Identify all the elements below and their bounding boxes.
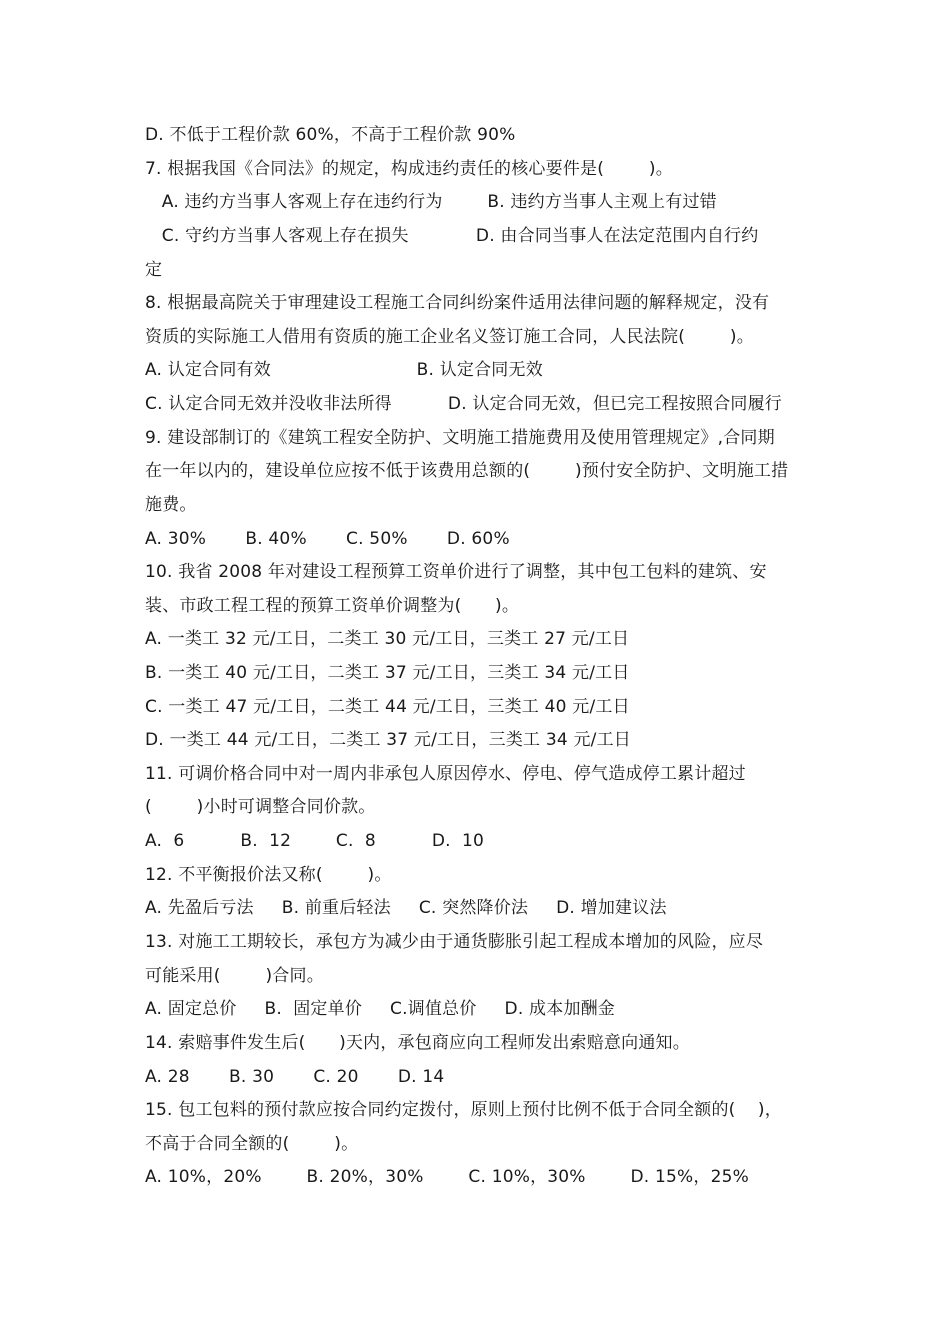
question-8: 8. 根据最高院关于审理建设工程施工合同纠纷案件适用法律问题的解释规定，没有	[145, 293, 770, 313]
question-13-options: A. 固定总价 B. 固定单价 C.调值总价 D. 成本加酬金	[145, 999, 616, 1019]
question-10-option-d: D. 一类工 44 元/工日，二类工 37 元/工日，三类工 34 元/工日	[145, 730, 631, 750]
question-13-cont: 可能采用( )合同。	[145, 966, 324, 986]
question-12: 12. 不平衡报价法又称( )。	[145, 865, 392, 885]
question-7: 7. 根据我国《合同法》的规定，构成违约责任的核心要件是( )。	[145, 159, 673, 179]
question-14: 14. 索赔事件发生后( )天内，承包商应向工程师发出索赔意向通知。	[145, 1033, 690, 1053]
question-7-options-ab: A. 违约方当事人客观上存在违约行为 B. 违约方当事人主观上有过错	[145, 192, 717, 212]
question-15-options: A. 10%，20% B. 20%，30% C. 10%，30% D. 15%，25%	[145, 1167, 749, 1187]
text-line: 定	[145, 260, 163, 280]
question-11-options: A. 6 B. 12 C. 8 D. 10	[145, 831, 485, 851]
question-15: 15. 包工包料的预付款应按合同约定拨付，原则上预付比例不低于合同全额的( )，	[145, 1100, 782, 1120]
question-10-option-a: A. 一类工 32 元/工日，二类工 30 元/工日，三类工 27 元/工日	[145, 629, 630, 649]
question-10-option-c: C. 一类工 47 元/工日，二类工 44 元/工日，三类工 40 元/工日	[145, 697, 630, 717]
question-10: 10. 我省 2008 年对建设工程预算工资单价进行了调整，其中包工包料的建筑、安	[145, 562, 767, 582]
question-13: 13. 对施工工期较长，承包方为减少由于通货膨胀引起工程成本增加的风险，应尽	[145, 932, 764, 952]
question-10-option-b: B. 一类工 40 元/工日，二类工 37 元/工日，三类工 34 元/工日	[145, 663, 630, 683]
question-11: 11. 可调价格合同中对一周内非承包人原因停水、停电、停气造成停工累计超过	[145, 764, 746, 784]
question-10-cont: 装、市政工程工程的预算工资单价调整为( )。	[145, 596, 520, 616]
question-8-options-ab: A. 认定合同有效 B. 认定合同无效	[145, 360, 543, 380]
question-9-cont: 在一年以内的，建设单位应按不低于该费用总额的( )预付安全防护、文明施工措	[145, 461, 789, 481]
question-11-cont: ( )小时可调整合同价款。	[145, 797, 376, 817]
question-9: 9. 建设部制订的《建筑工程安全防护、文明施工措施费用及使用管理规定》,合同期	[145, 428, 775, 448]
question-8-options-cd: C. 认定合同无效并没收非法所得 D. 认定合同无效，但已完工程按照合同履行	[145, 394, 783, 414]
question-12-options: A. 先盈后亏法 B. 前重后轻法 C. 突然降价法 D. 增加建议法	[145, 898, 667, 918]
question-15-cont: 不高于合同全额的( )。	[145, 1134, 359, 1154]
question-9-cont: 施费。	[145, 495, 197, 515]
question-14-options: A. 28 B. 30 C. 20 D. 14	[145, 1067, 445, 1087]
question-8-cont: 资质的实际施工人借用有资质的施工企业名义签订施工合同，人民法院( )。	[145, 327, 754, 347]
question-7-options-cd: C. 守约方当事人客观上存在损失 D. 由合同当事人在法定范围内自行约	[145, 226, 759, 246]
text-line: D. 不低于工程价款 60%，不高于工程价款 90%	[145, 125, 516, 145]
question-9-options: A. 30% B. 40% C. 50% D. 60%	[145, 529, 510, 549]
